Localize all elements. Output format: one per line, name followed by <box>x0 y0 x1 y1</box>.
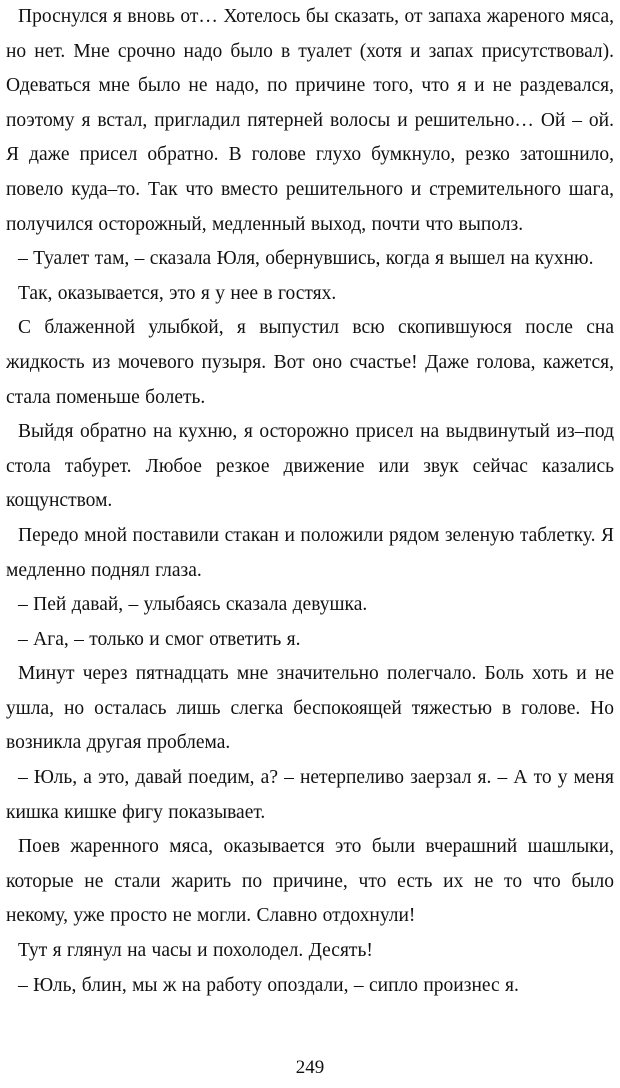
paragraph: – Юль, блин, мы ж на работу опоздали, – сипло произнес я. <box>18 974 519 996</box>
page-text <box>6 0 614 1003</box>
paragraph: Проснулся я вновь от… Хотелось бы сказать, от запаха жареного мяса, но нет. Мне срочно надо было в туалет (хотя и запах присутствовал). Одеваться мне было не надо, по причине того, что я и не раздевался, поэтому я встал, пригладил пятерней волосы и решительно… Ой – ой. Я даже присел обратно. В голове глухо бумкнуло, резко затошнило, повело куда–то. Так что вместо решительного и стремительного шага, получился осторожный, медленный выход, почти что выполз. <box>6 6 614 235</box>
paragraph: – Ага, – только и смог ответить я. <box>18 628 301 650</box>
paragraph: Выйдя обратно на кухню, я осторожно присел на выдвинутый из–под стола табурет. Любое резкое движение или звук сейчас казались кощунством. <box>6 421 614 512</box>
paragraph: Тут я глянул на часы и похолодел. Десять! <box>18 940 373 962</box>
paragraph: – Туалет там, – сказала Юля, обернувшись, когда я вышел на кухню. <box>18 248 594 270</box>
paragraph: Поев жаренного мяса, оказывается это были вчерашний шашлыки, которые не стали жарить по причине, что есть их не то что было некому, уже просто не могли. Славно отдохнули! <box>6 836 614 927</box>
paragraph: С блаженной улыбкой, я выпустил всю скопившуюся после сна жидкость из мочевого пузыря. Вот оно счастье! Даже голова, кажется, стала поменьше болеть. <box>6 317 614 408</box>
paragraph: Передо мной поставили стакан и положили рядом зеленую таблетку. Я медленно поднял глаза. <box>6 524 614 581</box>
paragraph: – Пей давай, – улыбаясь сказала девушка. <box>18 594 368 616</box>
paragraph: Так, оказывается, это я у нее в гостях. <box>18 282 337 304</box>
paragraph: – Юль, а это, давай поедим, а? – нетерпеливо заерзал я. – А то у меня кишка кишке фигу показывает. <box>6 767 614 823</box>
paragraph: Минут через пятнадцать мне значительно полегчало. Боль хоть и не ушла, но осталась лишь слегка беспокоящей тяжестью в голове. Но возникла другая проблема. <box>6 663 614 754</box>
page-number: 249 <box>295 1057 325 1078</box>
